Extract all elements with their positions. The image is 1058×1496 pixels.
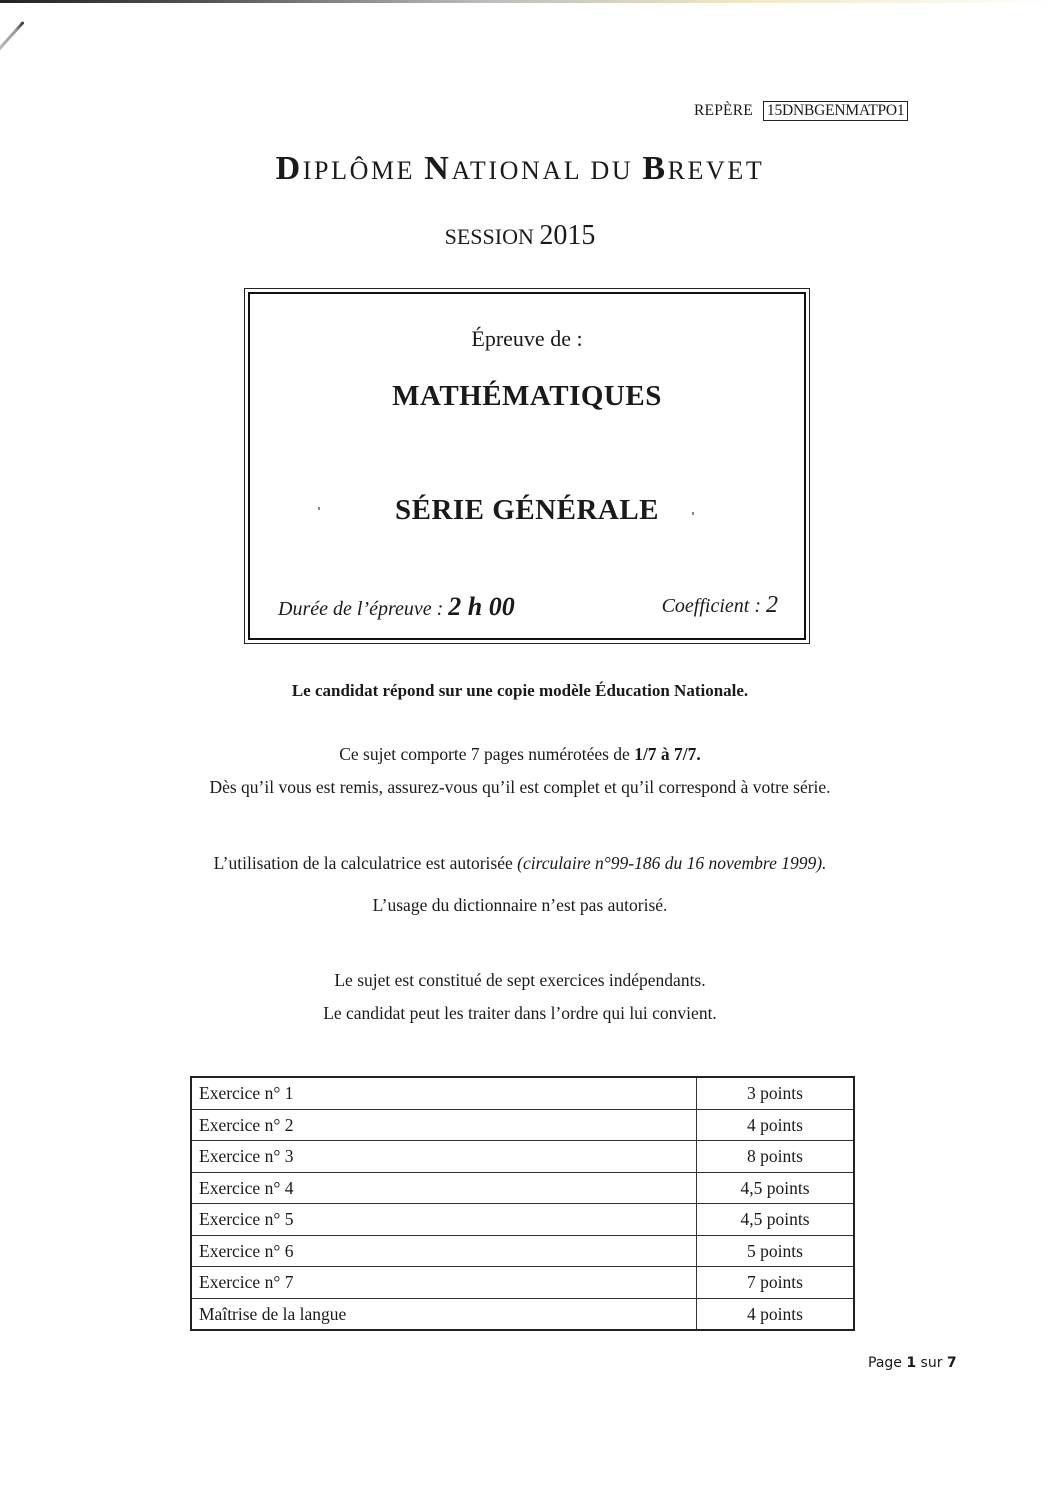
table-row [191,1172,854,1204]
coefficient-label: Coefficient : [661,595,761,617]
pages-text: Ce sujet comporte 7 pages numérotées de [339,744,635,764]
exercise-label: Exercice n° 6 [191,1235,697,1267]
instruction-copie: Le candidat répond sur une copie modèle Éducation Nationale. [291,681,749,700]
session-year: 2015 [539,220,596,251]
exam-info-box [244,288,810,644]
exercise-points: 5 points [697,1235,855,1267]
calc-text: L’utilisation de la calculatrice est autorisée [213,853,518,873]
exam-info-box-inner [248,292,806,640]
table-row [191,1298,854,1330]
exercise-label: Exercice n° 1 [191,1077,697,1109]
instruction-pages [0,744,1040,765]
exercise-points: 8 points [697,1141,855,1173]
exercise-points: 4 points [697,1109,855,1141]
exercise-points: 4,5 points [697,1172,855,1204]
exercise-label: Exercice n° 4 [191,1172,697,1204]
page-prefix: Page [868,1355,907,1371]
table-row [191,1109,854,1141]
table-row [191,1235,854,1267]
document-title [0,150,1040,188]
instruction-remis: Dès qu’il vous est remis, assurez-vous qu’il est complet et qu’il correspond à votre série. [209,777,831,797]
title-word: REVET [667,156,765,185]
page-separator: sur [916,1355,947,1371]
instruction-sujet: Le sujet est constitué de sept exercices indépendants. [334,970,706,990]
title-word: IPLÔME [302,156,416,185]
duration [278,592,515,622]
exercise-points: 4 points [697,1298,855,1330]
exercise-label: Maîtrise de la langue [191,1298,697,1330]
exercise-points: 4,5 points [697,1204,855,1236]
table-row [191,1141,854,1173]
table-row [191,1204,854,1236]
session-heading [0,220,1040,252]
title-initial: D [275,150,303,187]
title-word: ATIONAL [451,156,582,185]
points-table [190,1076,855,1331]
calc-reference: (circulaire n°99-186 du 16 novembre 1999). [517,853,827,873]
page-number [868,1355,957,1371]
exercise-label: Exercice n° 2 [191,1109,697,1141]
page-total: 7 [946,1355,957,1371]
instruction-calculatrice [0,853,1040,874]
repere-code-box: 15DNBGENMATPO1 [763,101,909,121]
exercise-points: 7 points [697,1267,855,1299]
page-current: 1 [906,1355,917,1371]
title-word: DU [590,156,634,185]
epreuve-label: Épreuve de : [471,326,583,351]
title-initial: N [424,150,452,187]
duration-value: 2 h 00 [448,592,515,621]
exercise-label: Exercice n° 3 [191,1141,697,1173]
title-initial: B [642,150,668,187]
subject-title: MATHÉMATIQUES [392,380,662,412]
repere-reference [694,101,908,121]
serie-title: SÉRIE GÉNÉRALE [394,494,660,526]
duration-label: Durée de l’épreuve : [278,598,444,620]
instruction-ordre: Le candidat peut les traiter dans l’ordre qui lui convient. [323,1003,717,1023]
instruction-dictionnaire: L’usage du dictionnaire n’est pas autorisé. [372,895,668,915]
pen-stroke-mark [0,21,25,59]
coefficient-value: 2 [766,592,778,618]
scan-edge-artifact [0,0,1058,3]
table-row [191,1267,854,1299]
exercise-label: Exercice n° 7 [191,1267,697,1299]
pages-range: 1/7 à 7/7. [634,744,701,764]
repere-label: REPÈRE [694,102,753,119]
exercise-label: Exercice n° 5 [191,1204,697,1236]
exercise-points: 3 points [697,1077,855,1109]
table-row [191,1077,854,1109]
session-label: SESSION [444,224,534,249]
coefficient [662,592,778,619]
